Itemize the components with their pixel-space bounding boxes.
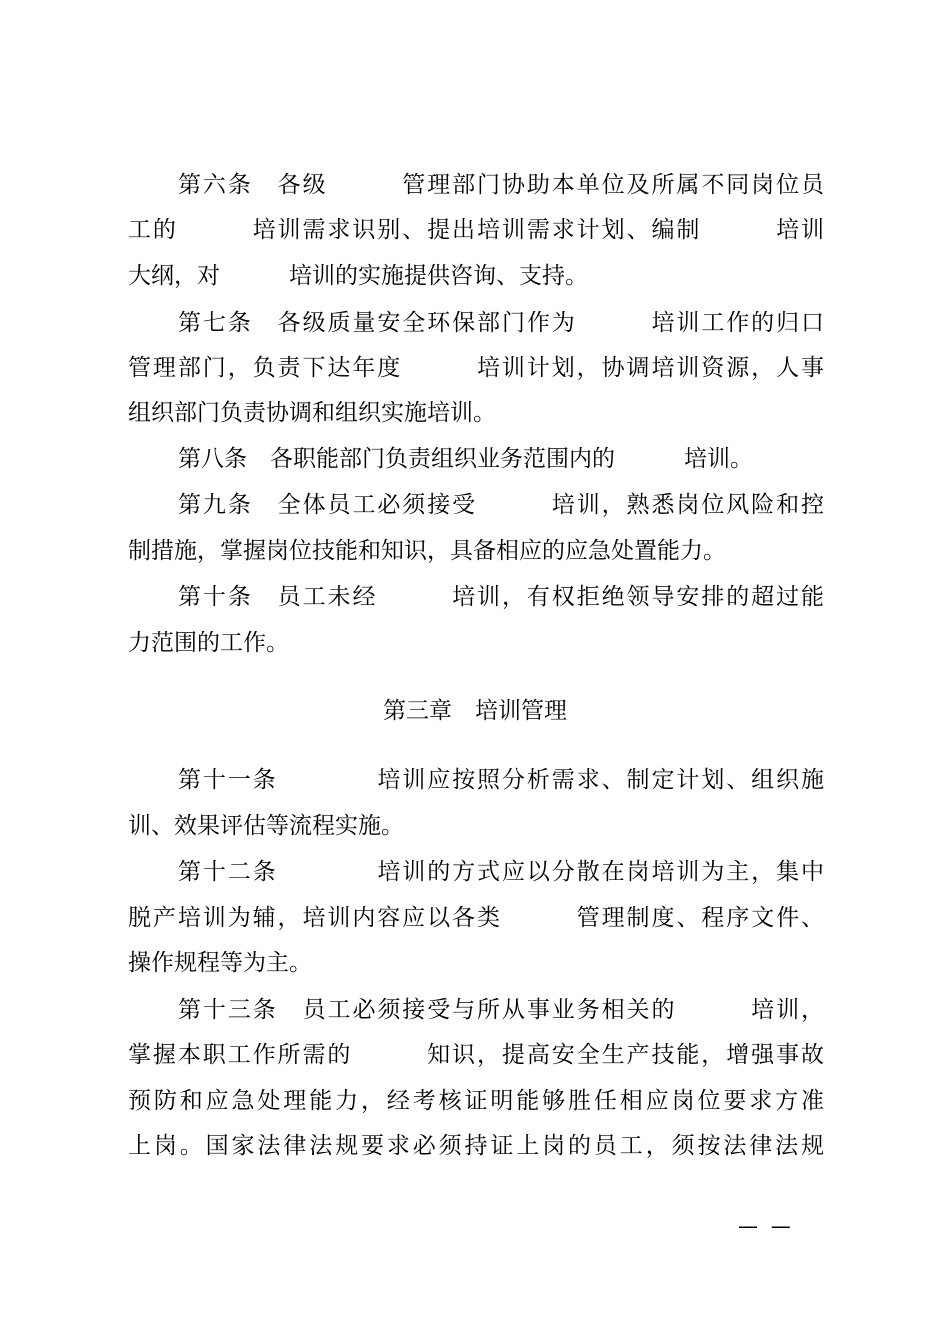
article-13-line-4: 上岗。国家法律法规要求必须持证上岗的员工，须按法律法规 (128, 1133, 824, 1159)
article-9-line-1: 第九条 全体员工必须接受 培训，熟悉岗位风险和控 (178, 492, 824, 518)
article-6-line-2: 工的 培训需求识别、提出培训需求计划、编制 培训 (128, 217, 824, 243)
chapter-heading: 第三章 培训管理 (383, 698, 567, 724)
page-number-footer: — — (738, 1214, 791, 1238)
article-13-line-3: 预防和应急处理能力，经考核证明能够胜任相应岗位要求方准 (128, 1088, 824, 1114)
article-12-line-3: 操作规程等为主。 (128, 950, 312, 976)
article-10-line-1: 第十条 员工未经 培训，有权拒绝领导安排的超过能 (178, 584, 824, 610)
article-7-line-3: 组织部门负责协调和组织实施培训。 (128, 400, 496, 426)
article-7-line-1: 第七条 各级质量安全环保部门作为 培训工作的归口 (178, 310, 824, 336)
article-12-line-2: 脱产培训为辅，培训内容应以各类 管理制度、程序文件、 (128, 905, 824, 931)
article-7-line-2: 管理部门，负责下达年度 培训计划，协调培训资源，人事 (128, 355, 824, 381)
article-13-line-1: 第十三条 员工必须接受与所从事业务相关的 培训， (178, 997, 824, 1023)
article-11-line-1: 第十一条 培训应按照分析需求、制定计划、组织施 (178, 767, 824, 793)
article-11-line-2: 训、效果评估等流程实施。 (128, 813, 404, 839)
article-6-line-1: 第六条 各级 管理部门协助本单位及所属不同岗位员 (178, 172, 824, 198)
article-10-line-2: 力范围的工作。 (128, 630, 289, 656)
article-8-line-1: 第八条 各职能部门负责组织业务范围内的 培训。 (178, 446, 753, 472)
article-12-line-1: 第十二条 培训的方式应以分散在岗培训为主，集中 (178, 859, 824, 885)
article-6-line-3: 大纲，对 培训的实施提供咨询、支持。 (128, 263, 588, 289)
article-13-line-2: 掌握本职工作所需的 知识，提高安全生产技能，增强事故 (128, 1042, 824, 1068)
article-9-line-2: 制措施，掌握岗位技能和知识，具备相应的应急处置能力。 (128, 538, 726, 564)
